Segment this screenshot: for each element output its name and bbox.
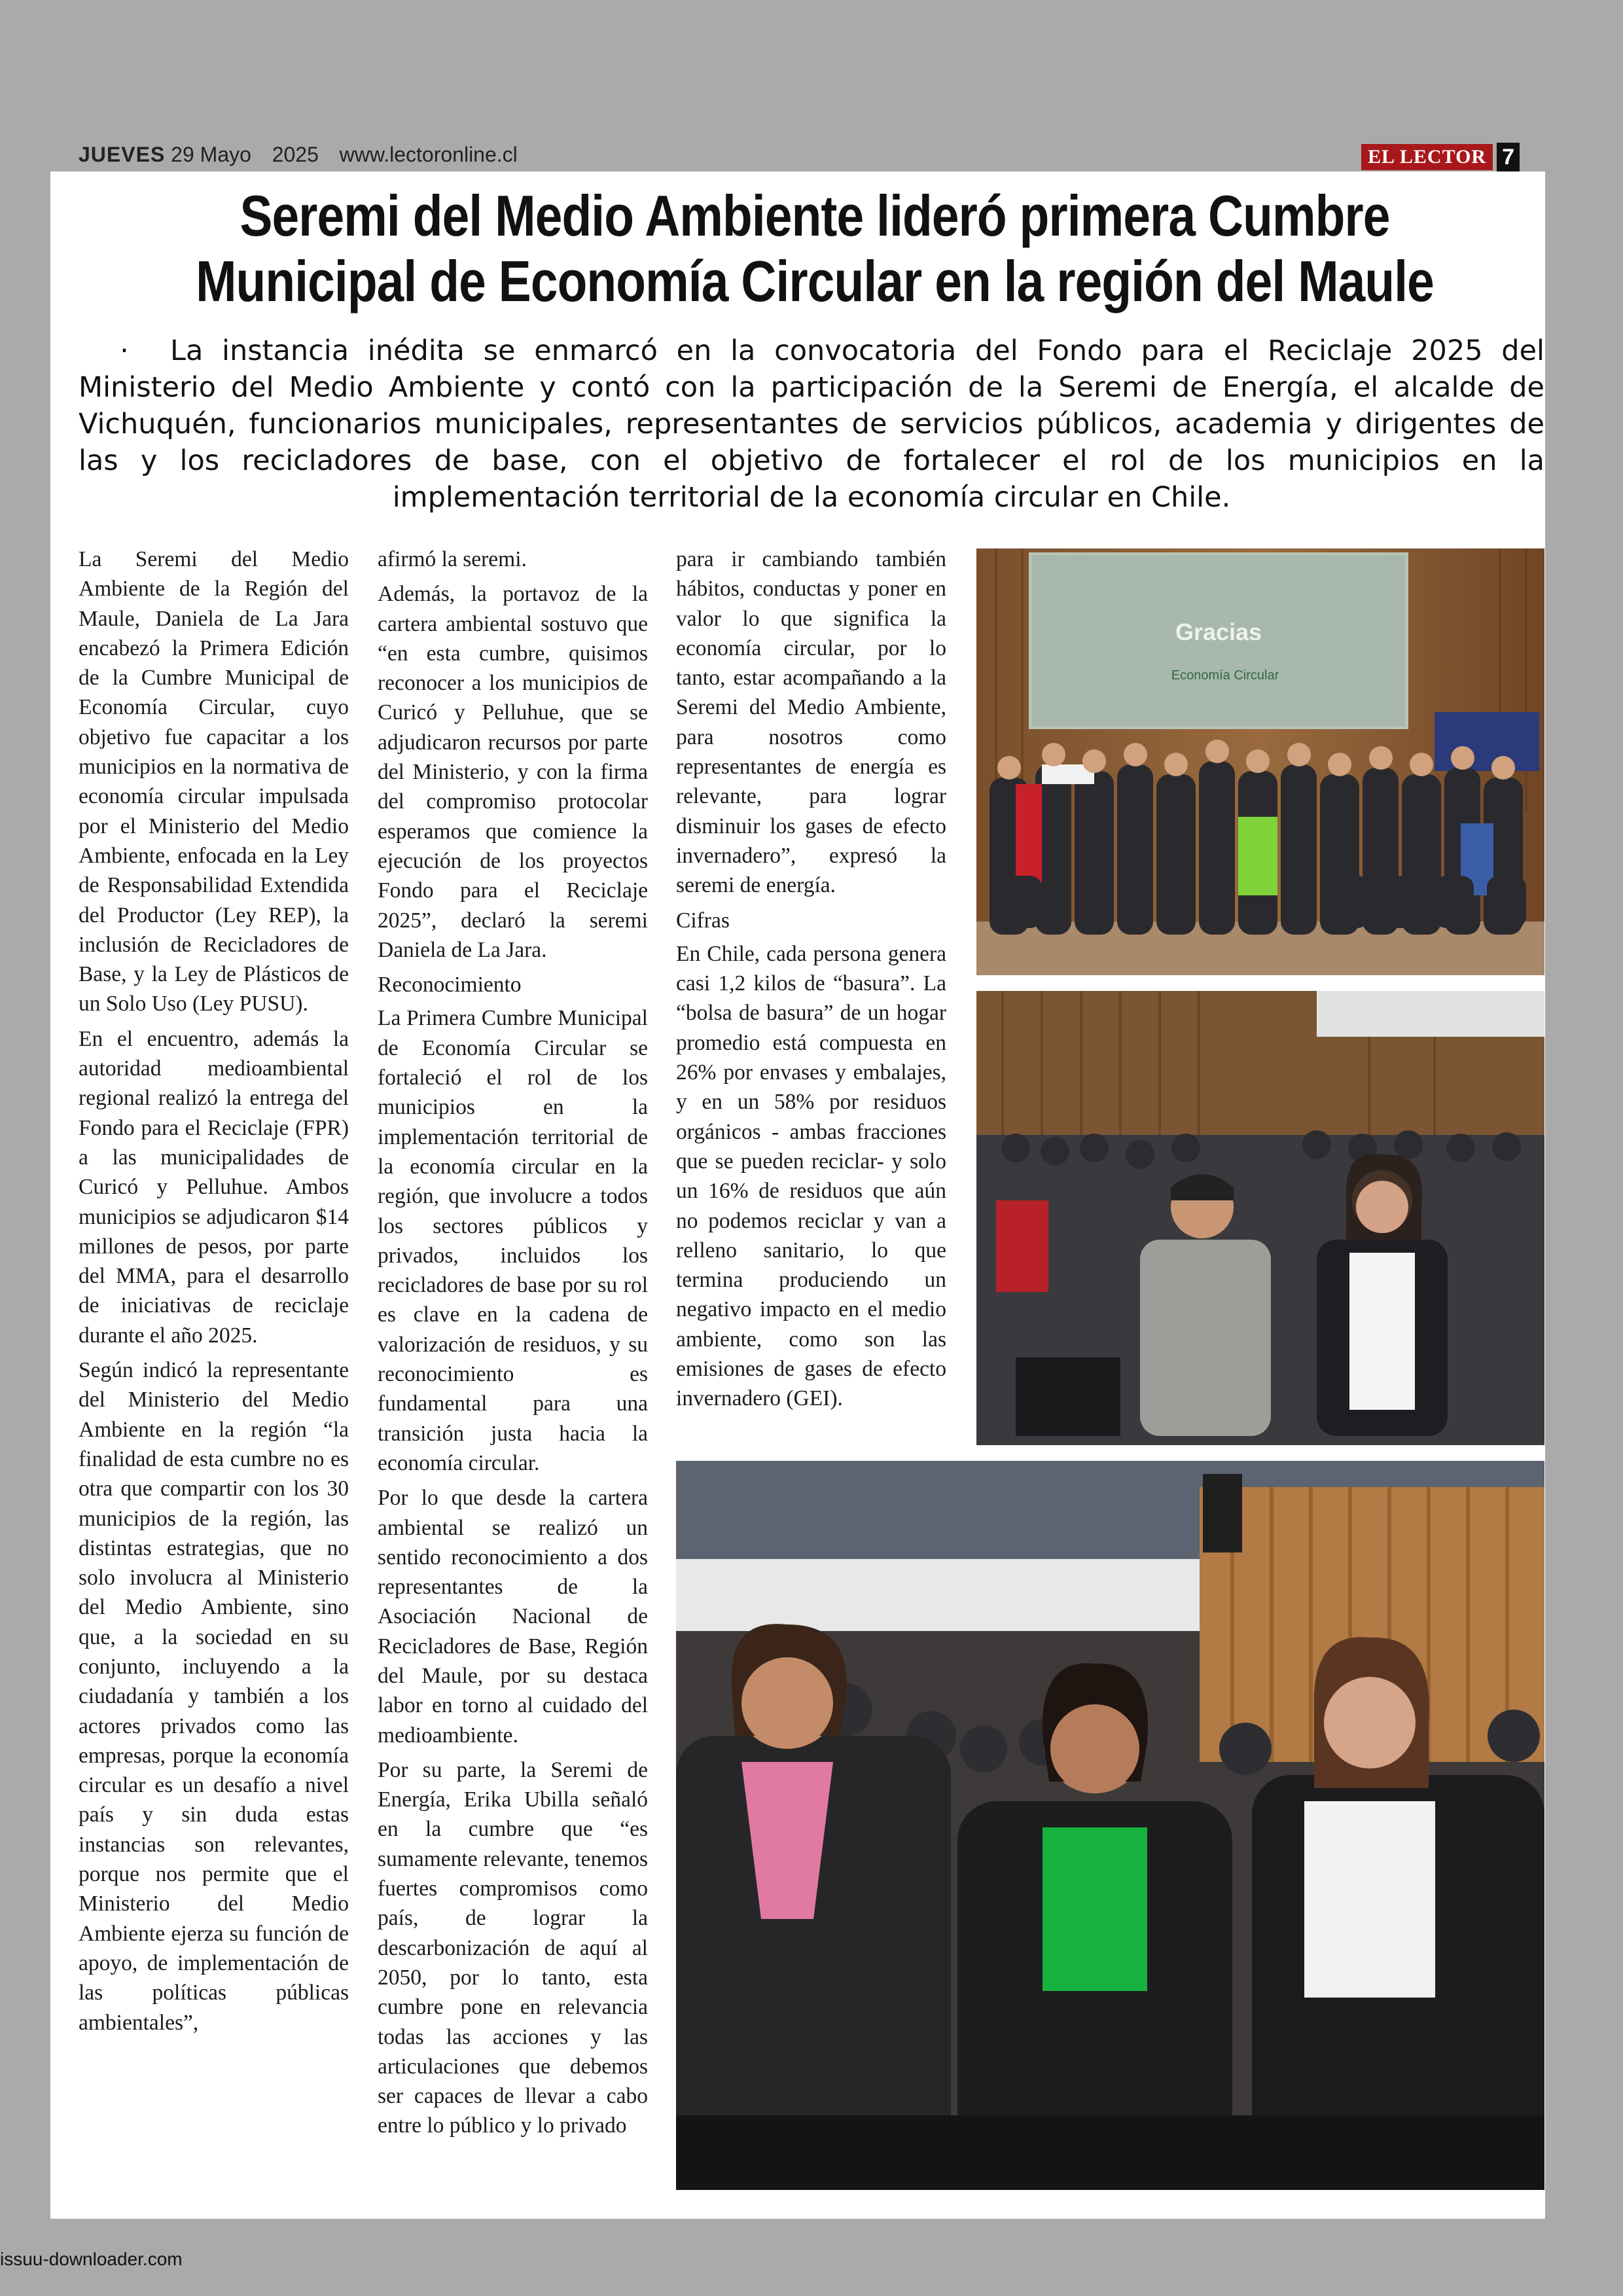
subheading-reconocimiento: Reconocimiento bbox=[378, 973, 522, 997]
header-date-number: 29 bbox=[171, 143, 194, 166]
women-photo bbox=[676, 1461, 1544, 2190]
women-photo-illustration bbox=[676, 1461, 1544, 2190]
headline-line-1: Seremi del Medio Ambiente lideró primera Cumbre bbox=[240, 183, 1390, 248]
paragraph: La Seremi del Medio Ambiente de la Región del Maule, Daniela de La Jara encabezó la Primera Edición de la Cumbre Municipal de Economía Circular, cuyo objetivo fue capacitar a los municipios en la normativa de economía circular impulsada por el Ministerio del Medio Ambiente, enfocada en la Ley de Responsabilidad Extendida del Productor (Ley REP), la inclusión de Recicladores de Base, y la Ley de Plásticos de un Solo Uso (Ley PUSU). bbox=[79, 547, 349, 1016]
lead-bullet: · bbox=[120, 334, 129, 367]
paragraph: para ir cambiando también hábitos, conductas y poner en valor lo que significa la economía circular, por lo tanto, estar acompañando a la Seremi del Medio Ambiente, para nosotros como representantes de energía es relevante, para lograr disminuir los gases de efecto invernadero”, expresó la seremi de energía. bbox=[676, 547, 946, 898]
paragraph: Además, la portavoz de la cartera ambiental sostuvo que “en esta cumbre, quisimos reconocer a los municipios de Curicó y Pelluhue, que se adjudicaron recursos por parte del Ministerio, y con la firma del compromiso protocolar esperamos que comience la ejecución de los proyectos Fondo para el Reciclaje 2025”, declaró la seremi Daniela de La Jara. bbox=[378, 582, 648, 962]
page-header bbox=[79, 143, 1551, 171]
article-lead bbox=[79, 332, 1544, 516]
audience-photo bbox=[976, 991, 1544, 1445]
screen-title: Gracias bbox=[1175, 619, 1262, 645]
paragraph: Según indicó la representante del Ministerio del Medio Ambiente en la región “la finalidad de esta cumbre no es otra que compartir con los 30 municipios de la región, las distintas estrategias, que no solo involucra al Ministerio del Medio Ambiente, sino que, a la sociedad en su conjunto, incluyendo a la ciudadanía y también a los actores privados como las empresas, porque la economía circular es un desafío a nivel país y sin duda estas instancias son relevantes, porque nos permite que el Ministerio del Medio Ambiente ejerza su función de apoyo, de implementación de las políticas públicas ambientales”, bbox=[79, 1358, 349, 2035]
headline-line-2: Municipal de Economía Circular en la región del Maule bbox=[196, 249, 1434, 314]
header-year: 2025 bbox=[272, 143, 319, 166]
article-column-1 bbox=[79, 545, 349, 2043]
header-website: www.lectoronline.cl bbox=[339, 143, 518, 166]
audience-photo-illustration bbox=[976, 991, 1544, 1445]
brand-block bbox=[1361, 143, 1520, 171]
lead-text: La instancia inédita se enmarcó en la convocatoria del Fondo para el Reciclaje 2025 del Ministerio del Medio Ambiente y contó con la participación de la Seremi de Energía, el alcalde de Vichuquén, funcionarios municipales, representantes de servicios públicos, academia y dirigentes de las y los recicladores de base, con el objetivo de fortalecer el rol de los municipios en la implementación territorial de la economía circular en Chile. bbox=[79, 334, 1544, 514]
article-headline bbox=[189, 183, 1441, 314]
subheading-cifras: Cifras bbox=[676, 908, 730, 933]
paragraph: La Primera Cumbre Municipal de Economía Circular se fortaleció el rol de los municipios en la implementación territorial de la economía circular en la región, que involucre a todos los sectores públicos y privados, incluidos los recicladores de base por su rol es clave en la cadena de valorización de residuos, y su reconocimiento es fundamental para una transición justa hacia la economía circular. bbox=[378, 1006, 648, 1475]
newspaper-logo: EL LECTOR bbox=[1361, 144, 1493, 170]
article-column-2 bbox=[378, 545, 648, 2146]
source-watermark: issuu-downloader.com bbox=[0, 2249, 183, 2269]
paragraph: afirmó la seremi. bbox=[378, 547, 527, 571]
paragraph: En Chile, cada persona genera casi 1,2 kilos de “basura”. La “bolsa de basura” de un hogar promedio está compuesta en 26% por envases y embalajes, y en un 58% por residuos orgánicos - ambas fracciones que se pueden reciclar- y solo un 16% de residuos que aún no podemos reciclar y van a relleno sanitario, lo que termina produciendo un negativo impacto en el medio ambiente, como son las emisiones de gases de efecto invernadero (GEI). bbox=[676, 941, 946, 1411]
paragraph: Por lo que desde la cartera ambiental se realizó un sentido reconocimiento a dos representantes de la Asociación Nacional de Recicladores de Base, Región del Maule, por su destaca labor en torno al cuidado del medioambiente. bbox=[378, 1486, 648, 1748]
article-column-3 bbox=[676, 545, 946, 1419]
screen-subtitle: Economía Circular bbox=[1171, 668, 1279, 683]
header-day: JUEVES bbox=[79, 143, 166, 166]
group-photo-illustration bbox=[976, 548, 1544, 975]
paragraph: En el encuentro, además la autoridad medioambiental regional realizó la entrega del Fondo para el Reciclaje (FPR) a las municipalidades de Curicó y Pelluhue. Ambos municipios se adjudicaron $14 millones de pesos, por parte del MMA, para el desarrollo de iniciativas de reciclaje durante el año 2025. bbox=[79, 1026, 349, 1348]
paragraph: Por su parte, la Seremi de Energía, Erika Ubilla señaló en la cumbre que “es sumamente relevante, tenemos fuertes compromisos como país, de lograr la descarbonización de aquí al 2050, por lo tanto, esta cumbre pone en relevancia todas las acciones y las articulaciones que debemos ser capaces de llevar a cabo entre lo público y lo privado bbox=[378, 1757, 648, 2138]
group-photo bbox=[976, 548, 1544, 975]
page-number: 7 bbox=[1497, 143, 1520, 171]
header-month: Mayo bbox=[200, 143, 251, 166]
